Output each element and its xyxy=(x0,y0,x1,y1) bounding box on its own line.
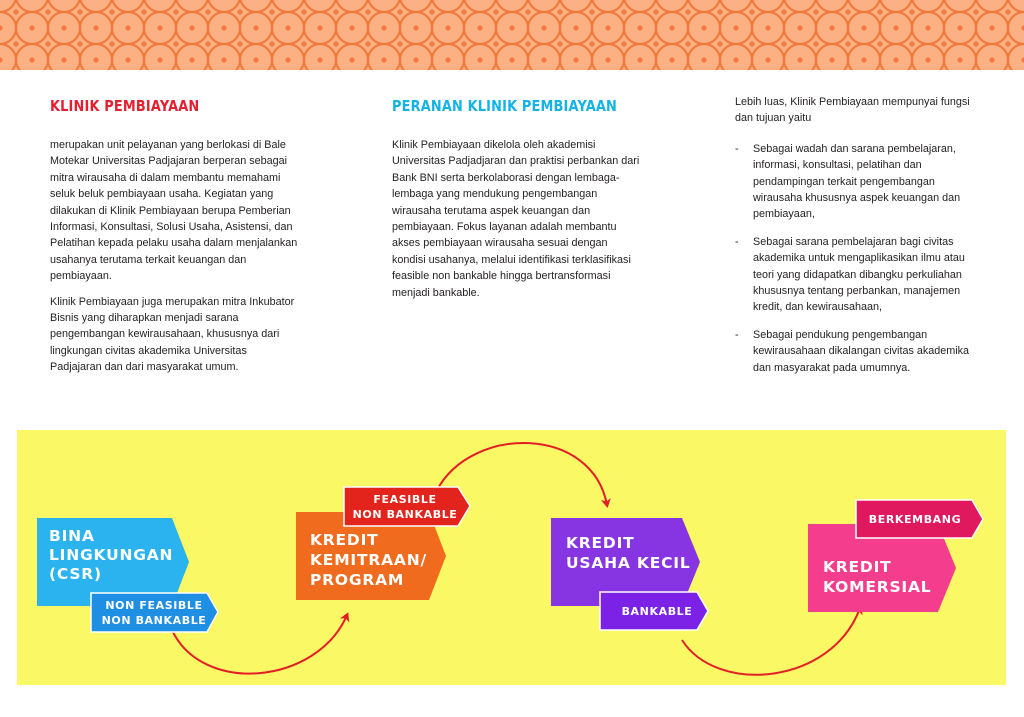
fungsi-item xyxy=(735,234,985,316)
stage-2-line-1: KREDIT xyxy=(310,531,379,549)
stage-2-line-2: KEMITRAAN/ xyxy=(310,551,427,569)
dash-bullet: - xyxy=(735,142,739,155)
klinik-pembiayaan-heading: KLINIK PEMBIAYAAN xyxy=(50,97,200,115)
stage-1-line-3: (CSR) xyxy=(49,565,102,583)
stage-2-tag-line-1: FEASIBLE xyxy=(373,493,437,506)
stage-1-tag-line-1: NON FEASIBLE xyxy=(105,599,203,612)
peranan-paragraph: Klinik Pembiayaan dikelola oleh akademisi Universitas Padjadjaran dan praktisi perbankan dari Bank BNI serta berkolaborasi dengan lembaga-lembaga yang mendukung pengembangan wirausaha terutama aspek keuangan dan pembiayaan. Fokus layanan adalah membantu akses pembiayaan wirausaha sesuai dengan kondisi usahanya, melalui identifikasi terklasifikasi feasible non bankable hingga bertransformasi menjadi bankable. xyxy=(392,139,640,299)
klinik-paragraph-1: merupakan unit pelayanan yang berlokasi di Bale Motekar Universitas Padjajaran berperan sebagai mitra wirausaha di dalam membantu memahami seluk beluk pembiayaan usaha. Kegiatan yang dilakukan di Klinik Pembiayaan berupa Pemberian Informasi, Konsultasi, Solusi Usaha, Asistensi, dan Pelatihan kepada pelaku usaha dalam menjalankan usahanya terutama terkait keuangan dan pembiayaan. xyxy=(50,139,298,283)
financing-flow-diagram xyxy=(17,430,1006,685)
stage-3-line-2: USAHA KECIL xyxy=(566,554,691,572)
peranan-section xyxy=(392,92,642,310)
stage-4-tag-line-1: BERKEMBANG xyxy=(868,513,962,526)
stage-3-line-1: KREDIT xyxy=(566,534,635,552)
flow-arrow-3 xyxy=(682,608,860,675)
peranan-heading: PERANAN KLINIK PEMBIAYAAN xyxy=(392,97,618,115)
stage-kredit-kemitraan xyxy=(296,487,470,600)
stage-1-line-2: LINGKUNGAN xyxy=(49,546,174,564)
fungsi-section xyxy=(735,94,985,387)
stage-kredit-komersial xyxy=(808,500,983,612)
stage-4-line-1: KREDIT xyxy=(823,558,892,576)
financing-flow-panel xyxy=(17,430,1006,685)
stage-1-line-1: BINA xyxy=(49,527,95,545)
fungsi-item-text: Sebagai sarana pembelajaran bagi civitas akademika untuk mengaplikasikan ilmu atau teori yang didapatkan dibangku perkuliahan khususnya tentang perbankan, manajemen kredit, dan kewirausahaan, xyxy=(753,235,965,314)
stage-bina-lingkungan xyxy=(37,518,218,632)
fungsi-item xyxy=(735,327,985,376)
stage-3-tag-line-1: BANKABLE xyxy=(621,605,693,618)
dash-bullet: - xyxy=(735,328,739,341)
stage-2-tag-line-2: NON BANKABLE xyxy=(352,508,458,521)
fungsi-item xyxy=(735,141,985,223)
fungsi-item-text: Sebagai wadah dan sarana pembelajaran, informasi, konsultasi, pelatihan dan pendampingan terkait pengembangan wirausaha khususnya aspek keuangan dan pembiayaan, xyxy=(753,142,961,221)
stage-1-tag-line-2: NON BANKABLE xyxy=(101,614,207,627)
klinik-paragraph-2: Klinik Pembiayaan juga merupakan mitra Inkubator Bisnis yang diharapkan menjadi sarana pengembangan kewirausahaan, khususnya dari lingkungan civitas akademika Universitas Padjajaran dan dari masyarakat umum. xyxy=(50,295,295,374)
stage-2-line-3: PROGRAM xyxy=(310,571,405,589)
klinik-pembiayaan-section xyxy=(50,92,298,385)
fungsi-intro: Lebih luas, Klinik Pembiayaan mempunyai fungsi dan tujuan yaitu xyxy=(735,96,970,125)
dash-bullet: - xyxy=(735,235,739,248)
batik-pattern-band xyxy=(0,0,1024,70)
stage-4-line-2: KOMERSIAL xyxy=(823,578,932,596)
fungsi-item-text: Sebagai pendukung pengembangan kewirausahaan dikalangan civitas akademika dan masyarakat pada umumnya. xyxy=(753,328,970,374)
stage-kredit-usaha-kecil xyxy=(551,518,708,630)
